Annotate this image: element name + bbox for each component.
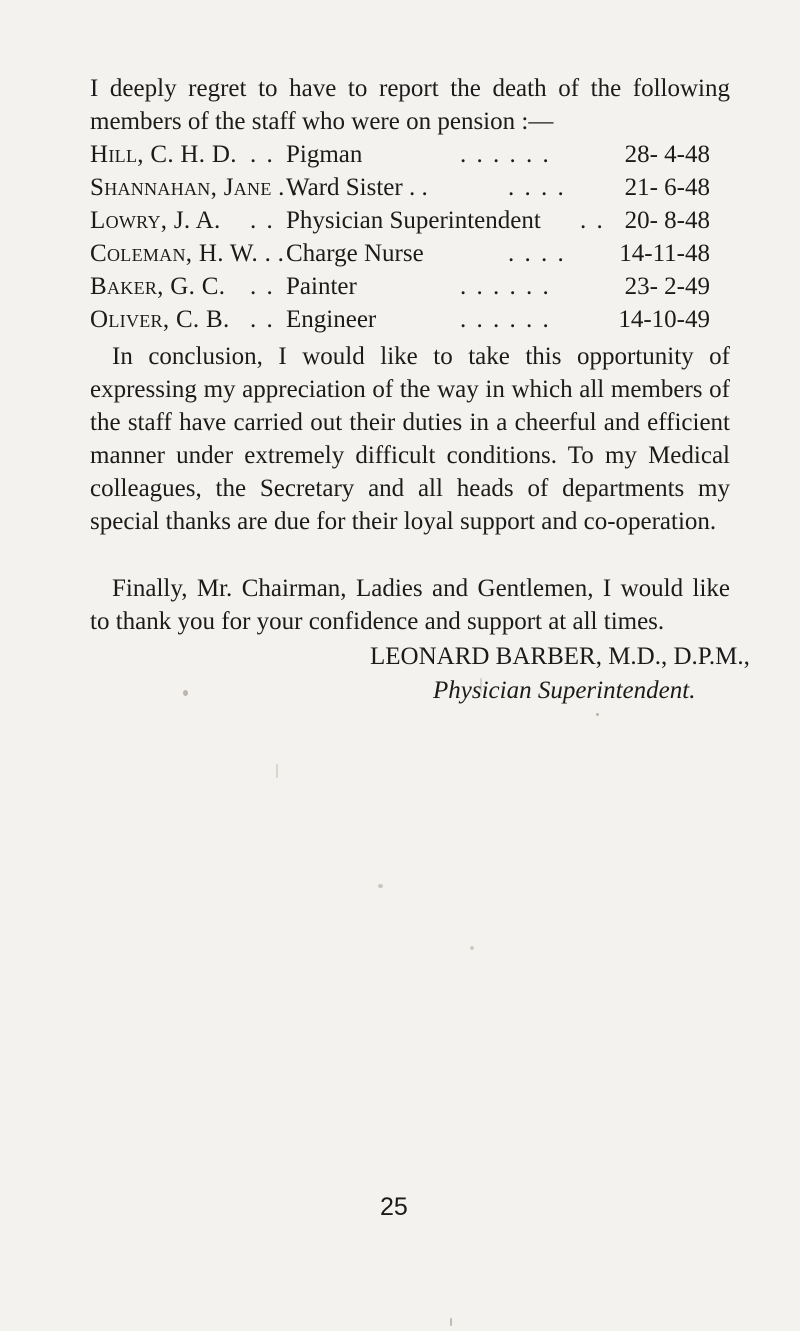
intro-paragraph: I deeply regret to have to report the death of the following members of the staff who were on pension :— [90,75,730,135]
staff-name: Oliver, C. B. [90,306,230,333]
leader-dots: . . [250,141,275,168]
list-item [90,204,730,237]
leader-dots: . . [250,207,275,234]
death-date: 21- 6-48 [624,174,710,201]
list-item [90,237,730,270]
staff-name: Shannahan, Jane . . [90,174,298,201]
death-date: 23- 2-49 [624,273,710,300]
staff-post: Engineer [286,306,377,333]
staff-post: Pigman [286,141,363,168]
paper-speck [480,678,482,692]
paper-speck [276,764,278,778]
paper-speck [596,713,599,716]
staff-name: Baker, G. C. [90,273,226,300]
paper-speck [183,690,188,696]
page-number: 25 [380,1193,408,1221]
leader-dots: . . . . . . [460,273,551,300]
leader-dots: . . . . [508,174,566,201]
staff-name: Hill, C. H. D. [90,141,237,168]
staff-name: Coleman, H. W. . . [90,240,285,267]
death-date: 14-11-48 [619,240,710,267]
list-item [90,171,730,204]
signature-name: LEONARD BARBER, M.D., D.P.M., [370,643,750,670]
paper-speck [378,884,383,888]
closing-paragraph: Finally, Mr. Chairman, Ladies and Gentlemen, I would like to thank you for your confidence and support at all times. [90,575,730,635]
conclusion-paragraph: In conclusion, I would like to take this opportunity of expressing my appreciation of the way in which all members of the staff have carried out their duties in a cheerful and efficient manner under extremely difficult conditions. To my Medical colleagues, the Secretary and all heads of departments my special thanks are due for their loyal support and co-operation. [90,343,730,535]
paper-speck [450,1318,452,1326]
list-item [90,303,730,336]
signature-title: Physician Superintendent. [433,677,696,704]
death-date: 20- 8-48 [624,207,710,234]
paper-speck [470,946,474,950]
staff-post: Charge Nurse [286,240,424,267]
leader-dots: . . [250,306,275,333]
staff-post: Physician Superintendent [286,207,541,234]
leader-dots: . . . . . . [460,141,551,168]
leader-dots: . . . . [508,240,566,267]
death-date: 28- 4-48 [624,141,710,168]
death-date: 14-10-49 [618,306,710,333]
leader-dots: . . . . . . [460,306,551,333]
staff-name: Lowry, J. A. [90,207,221,234]
staff-post: Painter [286,273,357,300]
leader-dots: . . [580,207,605,234]
leader-dots: . . [250,273,275,300]
list-item [90,270,730,303]
staff-post: Ward Sister . . [286,174,428,201]
list-item [90,138,730,171]
